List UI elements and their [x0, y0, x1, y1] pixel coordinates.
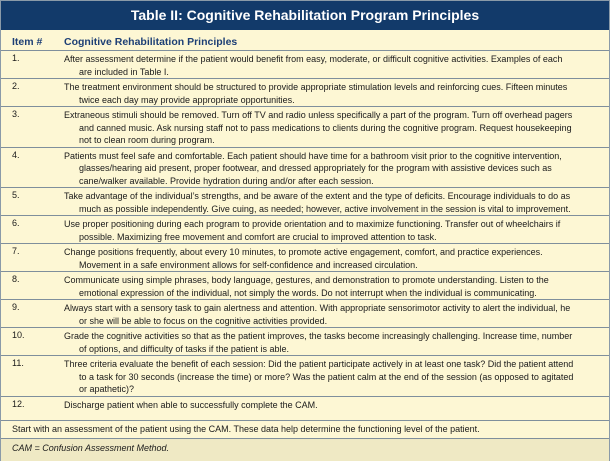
item-number: 1. [12, 53, 20, 63]
principle-line: Take advantage of the individual’s strengths, and be aware of the extent and the type of deficits. Encourage individuals to do as [64, 191, 571, 202]
principle-line: Change positions frequently, about every 10 minutes, to promote active engagement, comfort, and practice experiences. [64, 247, 543, 258]
principle-text [64, 399, 602, 412]
principle-line: to a task for 30 seconds (increase the time) or more? Was the patient calm at the end of the session (as opposed to agitated [79, 371, 574, 382]
principle-line: twice each day may provide appropriate opportunities. [79, 94, 295, 105]
principle-line: are included in Table I. [79, 66, 169, 77]
item-number: 8. [12, 274, 20, 285]
principle-line: or apathetic)? [79, 384, 135, 395]
principle-line: Grade the cognitive activities so that as the patient improves, the tasks become increasingly challenging. Increase time, number [64, 331, 573, 342]
item-number: 9. [12, 302, 20, 313]
table-row [1, 50, 609, 79]
principle-text [64, 150, 602, 188]
principle-line: Patients must feel safe and comfortable. Each patient should have time for a bathroom visit prior to the cognitive intervention, [64, 150, 562, 161]
principle-text [64, 358, 602, 396]
principle-line: Discharge patient when able to successfully complete the CAM. [64, 399, 318, 410]
principle-line: Communicate using simple phrases, body language, gestures, and demonstration to promote understanding. Listen to the [64, 275, 549, 286]
principle-text [64, 246, 602, 271]
item-number: 2. [12, 81, 20, 91]
principle-text [64, 190, 602, 215]
principle-line: of options, and difficulty of tasks if the patient is able. [79, 343, 289, 354]
item-number: 5. [12, 190, 20, 201]
column-header-principles: Cognitive Rehabilitation Principles [64, 36, 238, 48]
column-header-item: Item # [12, 36, 43, 48]
table-row [1, 327, 609, 356]
table-row [1, 215, 609, 244]
table-footnote [1, 438, 609, 461]
table-row [1, 271, 609, 300]
principle-text [64, 109, 602, 147]
item-number: 7. [12, 246, 20, 257]
principle-line: cane/walker available. Provide hydration during and/or after each session. [79, 175, 374, 186]
principle-line: glasses/hearing aid present, proper footwear, and dressed appropriately for the program with assistive devices such as [79, 163, 552, 174]
principle-text [64, 81, 602, 106]
table-title: Table II: Cognitive Rehabilitation Program Principles [1, 1, 609, 30]
table-row [1, 243, 609, 272]
principle-text [64, 274, 602, 299]
item-number: 4. [12, 149, 20, 160]
principle-line: much as possible independently. Give cuing, as needed; however, active involvement in the session is vital to improvement. [79, 203, 571, 214]
item-number: 3. [12, 109, 20, 119]
table-row [1, 106, 609, 148]
item-number: 10. [12, 330, 25, 341]
item-number: 11. [12, 358, 24, 369]
principle-text [64, 218, 602, 243]
table-row [1, 78, 609, 107]
item-number: 6. [12, 218, 20, 229]
table-row [1, 147, 609, 189]
table-row [1, 396, 609, 412]
principle-text [64, 330, 602, 355]
table-row [1, 355, 609, 397]
principle-line: The treatment environment should be structured to provide appropriate stimulation levels and reinforcing cues. Fifteen minutes [64, 82, 568, 92]
principle-line: Movement in a safe environment allows for self-confidence and increased circulation. [79, 259, 418, 270]
principle-line: Always start with a sensory task to gain alertness and attention. With appropriate sensorimotor activity to alert the individual, he [64, 303, 571, 314]
principle-line: Three criteria evaluate the benefit of each session: Did the patient participate actively in at least one task? Did the patient attend [64, 359, 574, 370]
principle-line: Use proper positioning during each program to provide orientation and to maximize functioning. Transfer out of wheelchairs if [64, 219, 561, 230]
table-row [1, 299, 609, 328]
item-number: 12. [12, 398, 25, 409]
principle-line: emotional expression of the individual, not simply the words. Do not interrupt when the individual is communicating. [79, 287, 537, 298]
principle-line: Extraneous stimuli should be removed. Turn off TV and radio unless specifically a part of the program. Turn off overhead pagers [64, 110, 573, 120]
principle-line: not to clean room during program. [79, 135, 215, 146]
note-text: Start with an assessment of the patient using the CAM. These data help determine the functioning level of the patient. [12, 424, 480, 434]
principle-line: possible. Maximizing free movement and comfort are crucial to improved attention to task. [79, 231, 437, 242]
table-row [1, 187, 609, 216]
principle-line: and canned music. Ask nursing staff not to pass medications to clients during the cognitive program. Request housekeeping [79, 122, 572, 133]
principle-line: or she will be able to focus on the cognitive activities provided. [79, 315, 328, 326]
principle-line: After assessment determine if the patient would benefit from easy, moderate, or difficult cognitive activities. Examples of each [64, 54, 563, 64]
table-note [1, 420, 609, 439]
principle-text [64, 302, 602, 327]
principle-text [64, 53, 602, 78]
footnote-text: CAM = Confusion Assessment Method. [12, 443, 169, 453]
